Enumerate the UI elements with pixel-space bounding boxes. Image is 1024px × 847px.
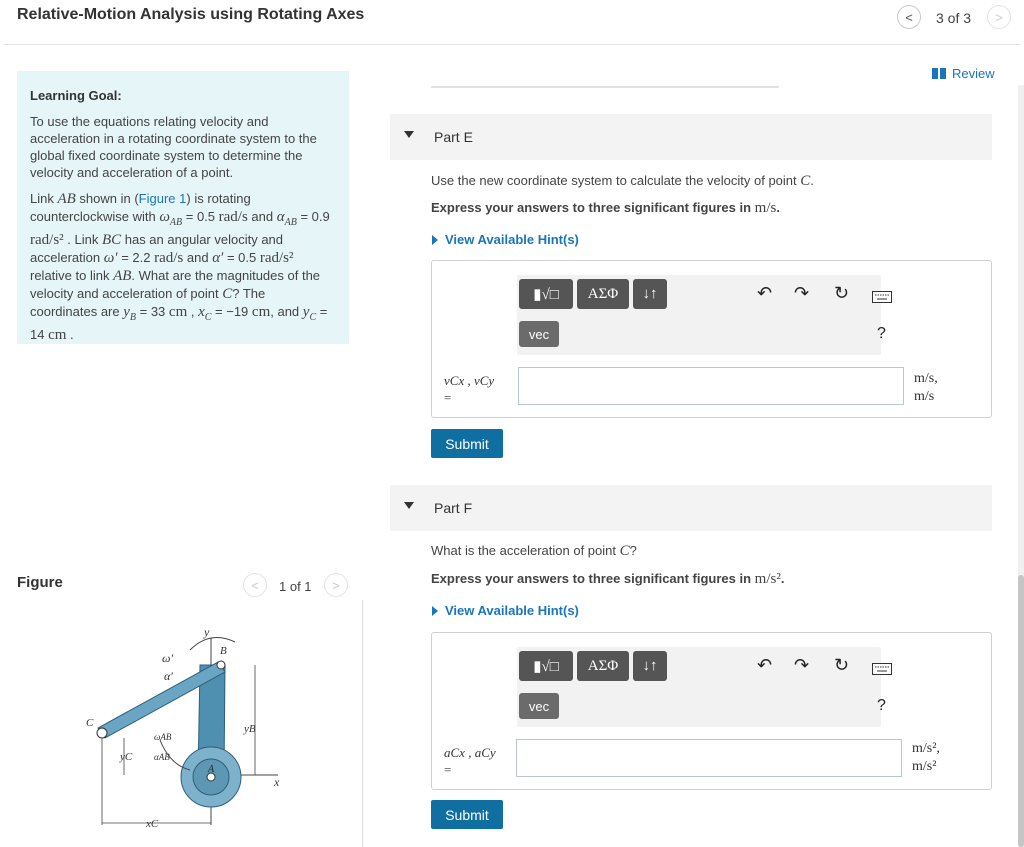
caret-down-icon (404, 502, 414, 509)
swap-button[interactable] (633, 651, 667, 681)
scrollbar-thumb[interactable] (1018, 575, 1024, 847)
swap-button[interactable] (633, 279, 667, 309)
part-e-units (914, 370, 938, 406)
learning-goal-heading: Learning Goal: (30, 88, 122, 103)
part-f-header[interactable] (390, 485, 992, 531)
part-f-unit-2: m/s² (912, 759, 937, 774)
problem-statement: Link AB shown in (Figure 1) is rotating counterclockwise with $\omega_{AB} = 0.5$ rad/s and $\alpha_{AB} = 0.9$ rad/s² . Link BC has an angular velocity and acceleration ω′ = 2.2 rad/s and α′ = 0.5 rad/s² relative to link AB. What are the magnitudes of the velocity and acceleration of point C? The coordinates are $y_B = 33$ cm , $x_C = -19$ cm, and $y_C = 14$ cm . (30, 191, 330, 343)
swap-icon: ↓↑ (642, 285, 658, 302)
label-alpha-ab: αAB (154, 752, 170, 762)
triangle-right-icon (432, 235, 438, 245)
part-f-instruction: Express your answers to three significant figures in (431, 571, 752, 586)
part-f-question-line: What is the acceleration of point C? (431, 543, 637, 559)
part-f-hint-link[interactable] (432, 603, 579, 618)
part-e-submit-button[interactable]: Submit (431, 429, 503, 458)
reset-icon[interactable]: ↻ (834, 655, 850, 675)
part-e-answer-input[interactable] (518, 367, 904, 405)
chevron-right-icon: > (332, 577, 340, 593)
part-f-var-label: aCx , aCy (444, 745, 496, 760)
part-f-label: Part F (434, 500, 473, 516)
part-e-question: Use the new coordinate system to calculate the velocity of point (431, 173, 797, 188)
chevron-left-icon: < (251, 577, 259, 593)
omega-prime-arc (190, 638, 235, 651)
part-f-submit-button[interactable]: Submit (431, 800, 503, 829)
template-button[interactable] (519, 651, 573, 681)
part-f-math-toolbar (517, 647, 881, 727)
redo-icon[interactable]: ↷ (794, 283, 810, 303)
greek-icon: ΑΣΦ (587, 657, 619, 674)
previous-answer-edge (431, 86, 779, 88)
figure-label: Figure (17, 574, 63, 591)
undo-icon[interactable]: ↶ (757, 655, 773, 675)
undo-icon[interactable]: ↶ (757, 283, 773, 303)
part-e-header[interactable] (390, 114, 992, 160)
label-yb: yB (244, 723, 256, 735)
learning-goal-intro: To use the equations relating velocity and acceleration in a rotating coordinate system to the global fixed coordinate system to determine the velocity and acceleration of a point. (30, 114, 317, 180)
part-e-math-toolbar (517, 275, 881, 355)
label-yc: yC (120, 751, 133, 763)
part-e-answer-box (431, 260, 992, 418)
part-f-hint-label: View Available Hint(s) (445, 603, 579, 618)
part-e-instruction-line: Express your answers to three significant figures in m/s. (431, 200, 780, 216)
part-f-question: What is the acceleration of point (431, 543, 616, 558)
vec-button[interactable] (519, 321, 559, 347)
part-f-unit-1: m/s², (912, 741, 940, 756)
learning-goal-panel (17, 71, 349, 344)
pin-c (97, 728, 107, 738)
part-e-point: C (800, 173, 811, 189)
vec-button[interactable] (519, 693, 559, 719)
caret-down-icon (404, 131, 414, 138)
panel-divider (362, 600, 363, 847)
review-link[interactable] (932, 66, 995, 81)
help-icon[interactable]: ? (877, 325, 886, 342)
part-e-equals: = (444, 390, 452, 405)
book-icon (932, 68, 946, 79)
label-a: A (208, 764, 215, 775)
label-alpha-prime: α′ (164, 669, 173, 683)
mechanism-figure[interactable] (70, 620, 330, 847)
pager-count: 3 of 3 (936, 10, 972, 26)
review-label: Review (952, 66, 995, 81)
keyboard-icon[interactable] (872, 663, 892, 675)
next-item-button[interactable] (987, 5, 1011, 29)
part-f-instruction-line: Express your answers to three significant figures in m/s². (431, 571, 785, 587)
greek-icon: ΑΣΦ (587, 285, 619, 302)
part-f-unit: m/s² (754, 571, 781, 587)
template-button[interactable] (519, 279, 573, 309)
chevron-right-icon: > (995, 9, 1003, 25)
part-e-hint-label: View Available Hint(s) (445, 232, 579, 247)
reset-icon[interactable]: ↻ (834, 283, 850, 303)
part-f-answer-input[interactable] (516, 739, 902, 777)
page-title: Relative-Motion Analysis using Rotating Axes (17, 6, 365, 23)
label-c: C (86, 717, 94, 729)
part-e-var-label: vCx , vCy (444, 373, 495, 388)
part-f-equals: = (444, 762, 452, 777)
pin-b (217, 661, 225, 669)
figure-link[interactable]: Figure 1 (138, 191, 187, 206)
vec-label: vec (528, 326, 550, 342)
label-b: B (220, 645, 227, 657)
figure-next-button[interactable] (324, 573, 348, 597)
chevron-left-icon: < (905, 9, 913, 25)
greek-button[interactable] (577, 651, 629, 681)
keyboard-icon[interactable] (872, 291, 892, 303)
header-divider (3, 44, 1021, 45)
part-f-point: C (619, 543, 630, 559)
redo-icon[interactable]: ↷ (794, 655, 810, 675)
part-e-unit-2: m/s (914, 389, 935, 404)
part-f-answer-box (431, 632, 992, 790)
help-icon[interactable]: ? (877, 697, 886, 714)
template-icon: ▮√□ (533, 286, 559, 303)
part-e-hint-link[interactable] (432, 232, 579, 247)
part-e-question-line: Use the new coordinate system to calculate the velocity of point C. (431, 173, 814, 189)
label-x: x (274, 775, 280, 789)
part-e-unit-1: m/s, (914, 371, 938, 386)
label-omega-prime: ω′ (162, 651, 174, 665)
part-e-label: Part E (434, 129, 473, 145)
label-omega-ab: ωAB (154, 732, 172, 742)
part-f-units (912, 740, 940, 776)
part-e-instruction: Express your answers to three significant figures in (431, 200, 752, 215)
vec-label: vec (528, 698, 550, 714)
label-xc: xC (146, 818, 159, 830)
greek-button[interactable] (577, 279, 629, 309)
triangle-right-icon (432, 606, 438, 616)
prev-item-button[interactable] (897, 5, 921, 29)
figure-prev-button[interactable] (243, 573, 267, 597)
label-y: y (204, 625, 210, 639)
figure-count: 1 of 1 (279, 579, 312, 594)
swap-icon: ↓↑ (642, 657, 658, 674)
template-icon: ▮√□ (533, 658, 559, 675)
part-e-unit: m/s (754, 200, 777, 216)
